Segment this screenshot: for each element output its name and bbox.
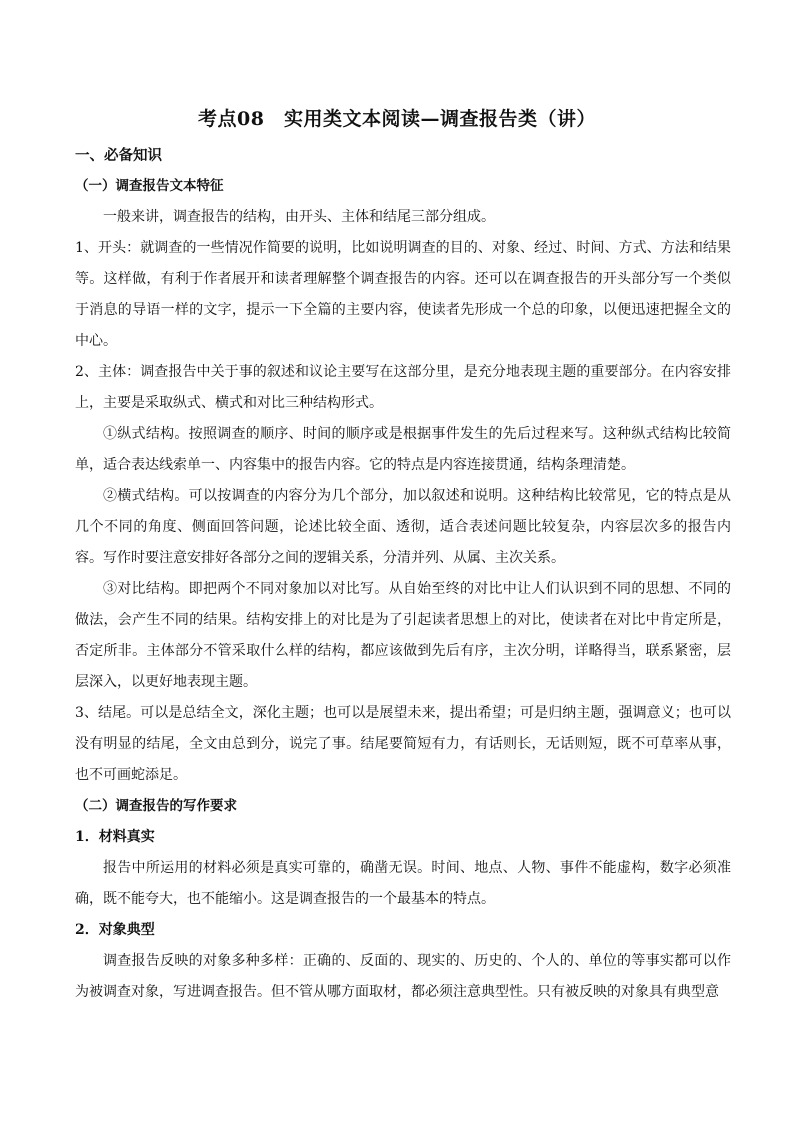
paragraph-body: 2、主体：调查报告中关于事的叙述和议论主要写在这部分里，是充分地表现主题的重要部分。在内容安排上，主要是采取纵式、横式和对比三种结构形式。 bbox=[75, 364, 731, 411]
paragraph-material: 报告中所运用的材料必须是真实可靠的，确凿无误。时间、地点、人物、事件不能虚构，数字必须准确，既不能夸大，也不能缩小。这是调查报告的一个最基本的特点。 bbox=[75, 860, 731, 907]
paragraph-horizontal-structure: ②横式结构。可以按调查的内容分为几个部分，加以叙述和说明。这种结构比较常见，它的特点是从几个不同的角度、侧面回答问题，论述比较全面、透彻，适合表述问题比较复杂，内容层次多的报告内容。写作时要注意安排好各部分之间的逻辑关系，分清并列、从属、主次关系。 bbox=[75, 488, 731, 566]
paragraph-ending: 3、结尾。可以是总结全文，深化主题；也可以是展望未来，提出希望；可是归纳主题，强调意义；也可以没有明显的结尾，全文由总到分，说完了事。结尾要简短有力，有话则长，无话则短，既不可草率从事，也不可画蛇添足。 bbox=[75, 705, 731, 783]
document-title: 考点08 实用类文本阅读—调查报告类（讲） bbox=[198, 108, 596, 130]
requirement-heading-object: 2．对象典型 bbox=[75, 922, 155, 938]
requirement-heading-material: 1．材料真实 bbox=[75, 829, 155, 845]
paragraph-intro: 一般来讲，调查报告的结构，由开头、主体和结尾三部分组成。 bbox=[103, 209, 495, 225]
subsection-heading-requirements: （二）调查报告的写作要求 bbox=[75, 798, 237, 814]
paragraph-contrast-structure: ③对比结构。即把两个不同对象加以对比写。从自始至终的对比中让人们认识到不同的思想、不同的做法，会产生不同的结果。结构安排上的对比是为了引起读者思想上的对比，使读者在对比中肯定所是，否定所非。主体部分不管采取什么样的结构，都应该做到先后有序，主次分明，详略得当，联系紧密，层层深入，以更好地表现主题。 bbox=[75, 581, 731, 690]
paragraph-opening: 1、开头：就调查的一些情况作简要的说明，比如说明调查的目的、对象、经过、时间、方式、方法和结果等。这样做，有利于作者展开和读者理解整个调查报告的内容。还可以在调查报告的开头部分写一个类似于消息的导语一样的文字，提示一下全篇的主要内容，使读者先形成一个总的印象，以便迅速把握全文的中心。 bbox=[75, 240, 731, 349]
paragraph-object: 调查报告反映的对象多种多样：正确的、反面的、现实的、历史的、个人的、单位的等事实都可以作为被调查对象，写进调查报告。但不管从哪方面取材，都必须注意典型性。只有被反映的对象具有典型意 bbox=[75, 953, 731, 1000]
subsection-heading-features: （一）调查报告文本特征 bbox=[75, 178, 224, 194]
section-heading-knowledge: 一、必备知识 bbox=[75, 147, 162, 164]
paragraph-vertical-structure: ①纵式结构。按照调查的顺序、时间的顺序或是根据事件发生的先后过程来写。这种纵式结构比较简单，适合表达线索单一、内容集中的报告内容。它的特点是内容连接贯通，结构条理清楚。 bbox=[75, 426, 731, 473]
document-body bbox=[75, 140, 731, 1008]
